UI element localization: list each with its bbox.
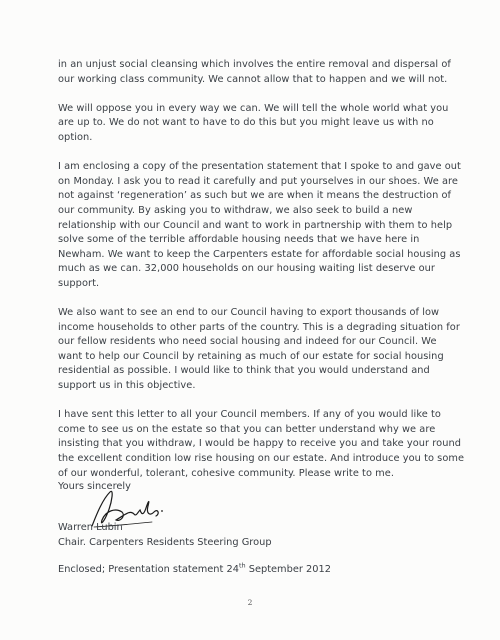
paragraph-3 [58, 160, 478, 291]
paragraph-2 [58, 102, 478, 146]
text-line: We also want to see an end to our Council having to export thousands of low [58, 307, 440, 319]
paragraph-1 [58, 58, 478, 87]
text-line: the excellent condition low rise housing on our estate. And introduce you to some [58, 453, 465, 465]
text-line: support us in this objective. [58, 380, 196, 392]
text-line: solve some of the terrible affordable housing needs that we have here in [58, 234, 420, 246]
text-line: Newham. We want to keep the Carpenters estate for affordable social housing as [58, 248, 461, 260]
text-line: not against ‘regeneration’ as such but we are when it means the destruction of [58, 190, 452, 202]
text-line: income households to other parts of the country. This is a degrading situation for [58, 321, 460, 333]
text-line: come to see us on the estate so that you can better understand why we are [58, 423, 436, 435]
text-line: residential as possible. I would like to think that you would understand and [58, 365, 430, 377]
text-line: want to help our Council by retaining as much of our estate for social housing [58, 350, 444, 362]
text-line: are up to. We do not want to have to do this but you might leave us with no [58, 117, 434, 129]
enclosure-date: September 2012 [245, 564, 331, 575]
text-line: our fellow residents who need social housing and indeed for our Council. We [58, 336, 437, 348]
text-line: in an unjust social cleansing which involves the entire removal and dispersal of [58, 59, 451, 70]
paragraph-5 [58, 408, 478, 481]
closing-salutation: Yours sincerely [58, 481, 131, 492]
text-line: I am enclosing a copy of the presentation statement that I spoke to and gave out [58, 161, 461, 173]
enclosure-prefix: Enclosed; Presentation statement 24 [58, 564, 239, 575]
text-line: support. [58, 277, 100, 289]
enclosure-note [58, 563, 331, 578]
page-number: 2 [247, 598, 253, 607]
text-line: I have sent this letter to all your Council members. If any of you would like to [58, 409, 441, 421]
signatory-title: Chair. Carpenters Residents Steering Group [58, 536, 272, 548]
text-line: our working class community. We cannot allow that to happen and we will not. [58, 73, 448, 85]
signatory-name: Warren Lubin [58, 522, 123, 533]
enclosure-date-suffix: th [238, 561, 246, 570]
text-line: of our wonderful, tolerant, cohesive community. Please write to me. [58, 467, 394, 479]
text-line: much as we can. 32,000 households on our housing waiting list deserve our [58, 263, 435, 275]
text-line: We will oppose you in every way we can. We will tell the whole world what you [58, 102, 449, 114]
text-line: insisting that you withdraw, I would be happy to receive you and take your round [58, 438, 461, 450]
text-line: our community. By asking you to withdraw, we also seek to build a new [58, 204, 413, 216]
text-line: on Monday. I ask you to read it carefully and put yourselves in our shoes. We are [58, 175, 458, 187]
letter-body [58, 58, 478, 496]
paragraph-4 [58, 306, 478, 394]
text-line: option. [58, 131, 93, 143]
text-line: relationship with our Council and want to work in partnership with them to help [58, 219, 453, 231]
signature-block [58, 521, 272, 550]
